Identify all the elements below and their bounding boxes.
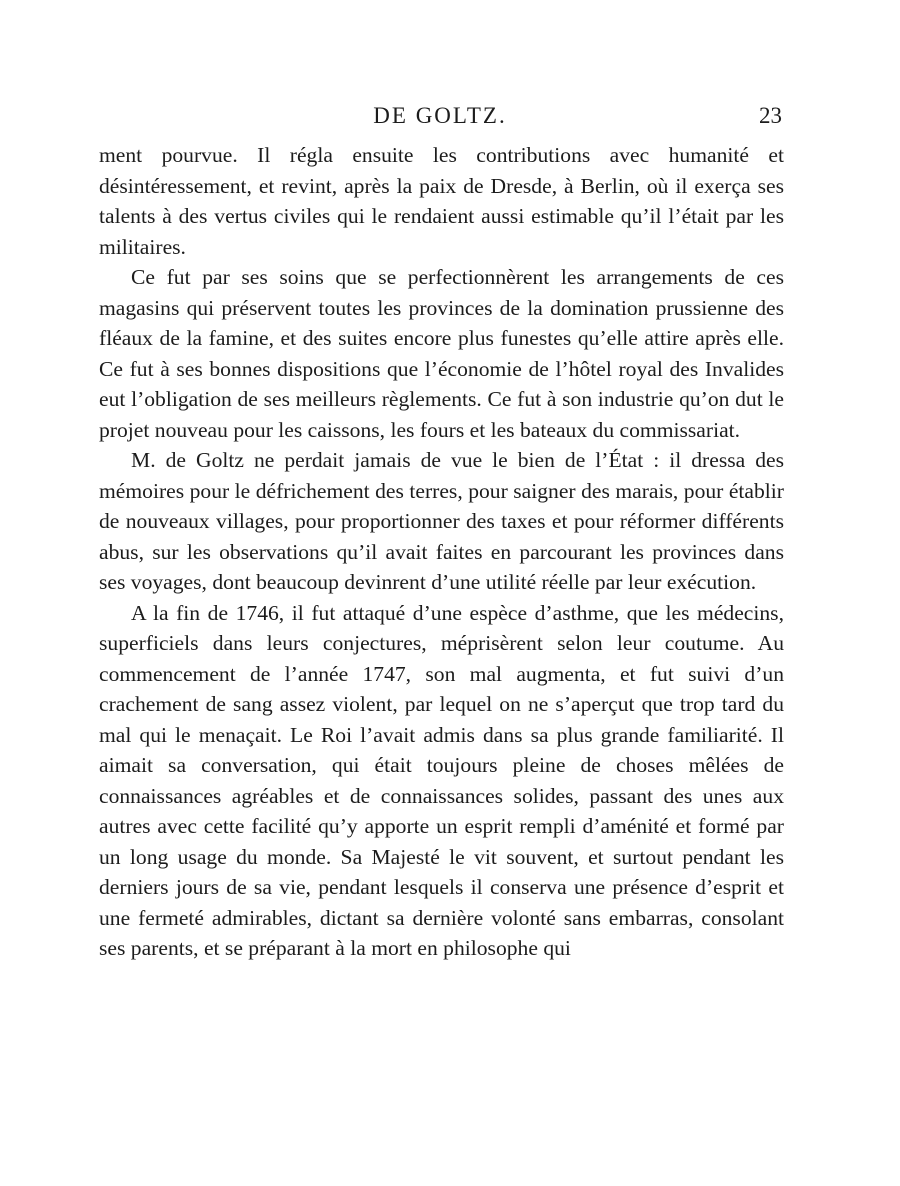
paragraph-etat: M. de Goltz ne perdait jamais de vue le bien de l’État : il dressa des mémoires pour le défrichement des terres, pour saigner des marais, pour établir de nouveaux villages, pour proportionner des taxes et pour réformer différents abus, sur les observations qu’il avait faites en parcourant les provinces dans ses voyages, dont beaucoup devinrent d’une utilité réelle par leur exécution. [99, 448, 784, 594]
body-text [99, 140, 784, 964]
page-number: 23 [759, 103, 782, 128]
running-title: DE GOLTZ. [373, 103, 507, 128]
paragraph-magasins: Ce fut par ses soins que se perfectionnèrent les arrangements de ces magasins qui préservent toutes les provinces de la domination prussienne des fléaux de la famine, et des suites encore plus funestes qu’elle attire après elle. Ce fut à ses bonnes dispositions que l’économie de l’hôtel royal des Invalides eut l’obligation de ses meilleurs règlements. Ce fut à son industrie qu’on dut le projet nouveau pour les caissons, les fours et les bateaux du commissariat. [99, 265, 784, 442]
running-head [0, 98, 900, 134]
paragraph-maladie: A la fin de 1746, il fut attaqué d’une espèce d’asthme, que les médecins, superficiels dans leurs conjectures, méprisèrent selon leur coutume. Au commencement de l’année 1747, son mal augmenta, et fut suivi d’un crachement de sang assez violent, par lequel on ne s’aperçut que trop tard du mal qui le menaçait. Le Roi l’avait admis dans sa plus grande familiarité. Il aimait sa conversation, qui était toujours pleine de choses mêlées de connaissances agréables et de connaissances solides, passant des unes aux autres avec cette facilité qu’y apporte un esprit rempli d’aménité et formé par un long usage du monde. Sa Majesté le vit souvent, et surtout pendant les derniers jours de sa vie, pendant lesquels il conserva une présence d’esprit et une fermeté admirables, dictant sa dernière volonté sans embarras, consolant ses parents, et se préparant à la mort en philosophe qui [99, 600, 784, 960]
paragraph-continuation: ment pourvue. Il régla ensuite les contributions avec humanité et désintéressement, et revint, après la paix de Dresde, à Berlin, où il exerça ses talents à des vertus civiles qui le rendaient aussi estimable qu’il l’était par les militaires. [99, 143, 784, 259]
